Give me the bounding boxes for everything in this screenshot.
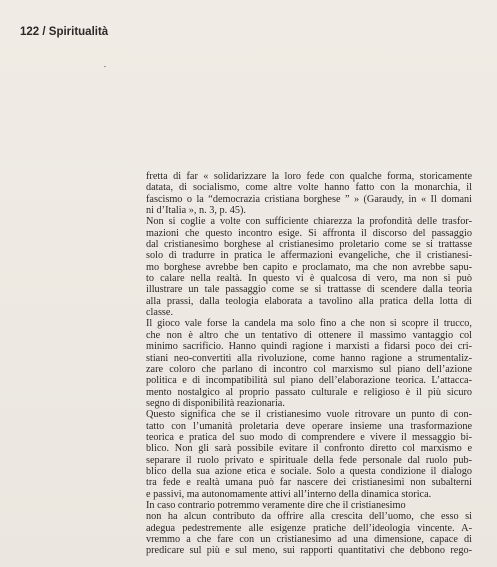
text-line: blico della sua azione etica e sociale. Solo a questa condizione il dialogo <box>146 465 472 477</box>
text-line: Questo significa che se il cristianesimo vuole ritrovare un punto di con- <box>146 409 472 421</box>
body-text <box>146 171 472 557</box>
text-line: che non è altro che un tentativo di ottenere il massimo vantaggio col <box>146 329 472 341</box>
text-line: In caso contrario potremmo veramente dire che il cristianesimo <box>146 499 406 511</box>
text-line: fretta di far « solidarizzare la loro fede con qualche forma, storicamente <box>146 171 472 182</box>
text-line: fascismo o la “democrazia cristiana borghese ” » (Garaudy, in « Il domani <box>146 193 472 205</box>
text-line: alla prassi, dalla teologia elaborata a tavolino alla pratica della lotta di <box>146 295 472 307</box>
text-line: mazioni che questo incontro esige. Si affronta il discorso del passaggio <box>146 227 472 239</box>
running-head: 122 / Spiritualità <box>20 26 109 38</box>
text-line: to calare nella realtà. In questo vi è qualcosa di vero, ma non si può <box>146 273 472 285</box>
text-line: separare il ruolo privato e spirituale della fede personale dal ruolo pub- <box>146 454 472 466</box>
text-line: adegua pedestremente alle esigenze pratiche dell’ideologia vincente. A- <box>146 522 472 534</box>
text-line: segno di disponibilità reazionaria. <box>146 397 285 409</box>
text-line: solo di tradurre in pratica le affermazioni evangeliche, che il cristianesi- <box>146 250 472 262</box>
text-line: mento nostalgico al proprio passato culturale e religioso è il più sicuro <box>146 386 472 398</box>
paper-speck <box>104 66 106 67</box>
text-line: predicare sul più e sul meno, sui rapporti quantitativi che debbono rego- <box>146 545 472 557</box>
text-line: tatto con l’umanità proletaria deve operare insieme una trasformazione <box>146 420 472 432</box>
text-line: e passivi, ma autonomamente attivi all’interno della dinamica storica. <box>146 488 432 500</box>
text-line: Non si coglie a volte con sufficiente chiarezza la profondità delle trasfor- <box>146 216 472 228</box>
text-line: blico. Non gli sarà possibile evitare il confronto diretto col marxismo e <box>146 443 472 455</box>
text-line: minimo sacrificio. Hanno quindi ragione i marxisti a fidarsi poco dei cri- <box>146 341 472 353</box>
text-line: non ha alcun contributo da offrire alla crescita dell’uomo, che esso si <box>146 511 472 523</box>
text-line: ni d’Italia », n. 3, p. 45). <box>146 205 246 217</box>
text-line: Il gioco vale forse la candela ma solo fino a che non si scopre il trucco, <box>146 318 472 330</box>
text-line: zare coloro che parlano di incontro col marxismo sul piano dell’azione <box>146 363 472 375</box>
text-line: vremmo a che fare con un cristianesimo ad una dimensione, capace di <box>146 534 472 545</box>
text-line: stiani neo-convertiti alla rivoluzione, come hanno ragione a strumentaliz- <box>146 352 472 364</box>
text-line: illustrare un tale passaggio come se si trattasse di scendere dalla teoria <box>146 284 472 296</box>
text-line: classe. <box>146 307 174 319</box>
text-line: mo borghese avrebbe ben capito e proclamato, ma che non avrebbe sapu- <box>146 261 472 273</box>
text-line: politica e di incompatibilità sul piano dell’elaborazione teorica. L’attacca- <box>146 375 472 387</box>
text-line: dal cristianesimo borghese al cristianesimo proletario come se si trattasse <box>146 239 472 251</box>
text-line: tra fede e realtà umana può far nascere dei cristianesimi non subalterni <box>146 477 472 489</box>
text-line: datata, di socialismo, come altre volte hanno fatto con la monarchia, il <box>146 182 472 194</box>
text-line: teorica e pratica del suo modo di comprendere e vivere il messaggio bi- <box>146 431 472 443</box>
